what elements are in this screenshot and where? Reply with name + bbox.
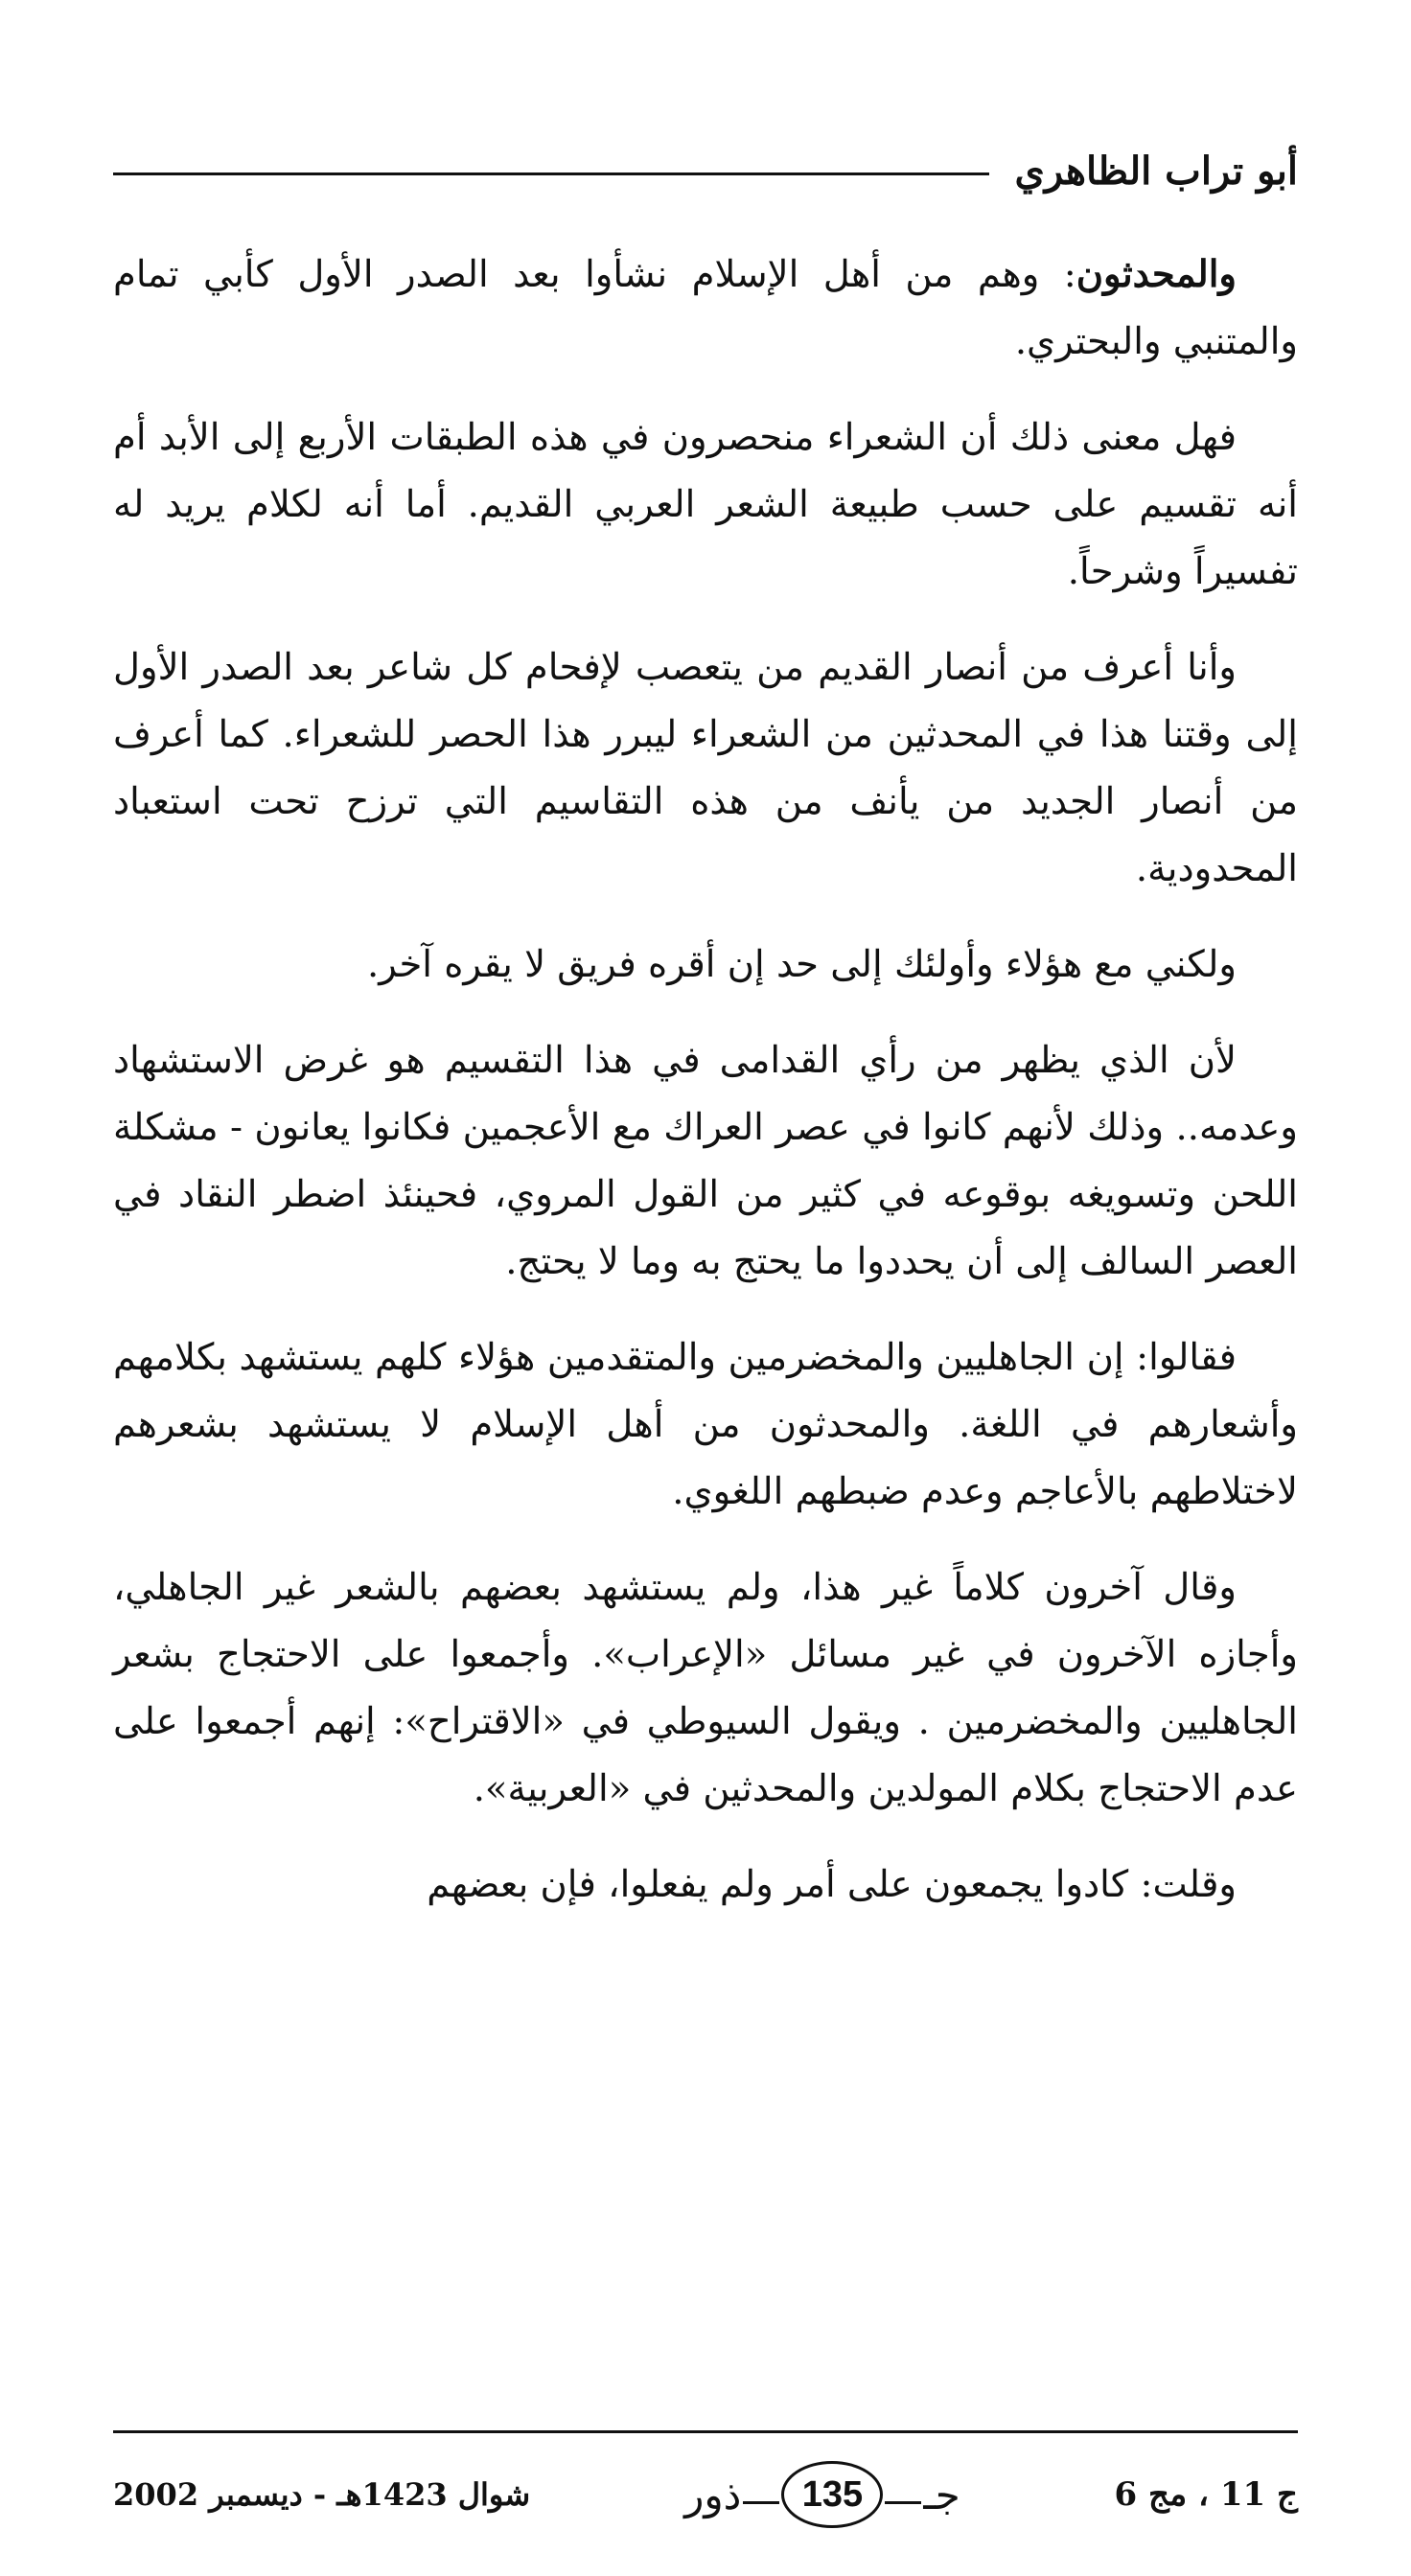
paragraph: [113, 1027, 1298, 1296]
paragraph-text: وقلت: كادوا يجمعون على أمر ولم يفعلوا، فإن بعضهم: [427, 1863, 1237, 1906]
footer-masthead: [684, 2461, 960, 2528]
paragraph: [113, 1324, 1298, 1526]
masthead-end: ذور: [684, 2471, 742, 2518]
header-rule: [113, 172, 989, 175]
footer-volume: ج 11 ، مج 6: [1114, 2475, 1298, 2514]
paragraph-term: والمحدثون: [1076, 253, 1237, 296]
paragraph-text: وأنا أعرف من أنصار القديم من يتعصب لإفحام كل شاعر بعد الصدر الأول إلى وقتنا هذا في المحدثين من الشعراء ليبرر هذا الحصر للشعراء. كما أعرف من أنصار الجديد من يأنف من هذه التقاسيم التي ترزح تحت استعباد المحدودية.: [113, 646, 1298, 890]
paragraph-text: ولكني مع هؤلاء وأولئك إلى حد إن أقره فريق لا يقره آخر.: [367, 943, 1237, 986]
paragraph: [113, 1554, 1298, 1823]
paragraph-text: لأن الذي يظهر من رأي القدامى في هذا التقسيم هو غرض الاستشهاد وعدمه.. وذلك لأنهم كانوا في عصر العراك مع الأعجمين فكانوا يعانون - مشكلة اللحن وتسويغه بوقوعه في كثير من القول المروي، فحينئذ اضطر النقاد في العصر السالف إلى أن يحددوا ما يحتج به وما لا يحتج.: [113, 1039, 1298, 1283]
masthead-line: [885, 2501, 921, 2504]
paragraph: [113, 242, 1298, 376]
masthead-line: [743, 2501, 779, 2504]
paragraph-text: : وهم من أهل الإسلام نشأوا بعد الصدر الأول كأبي تمام والمتنبي والبحتري.: [113, 253, 1298, 363]
running-header: [113, 142, 1298, 199]
paragraph: [113, 932, 1298, 999]
footer-date: شوال 1423هـ - ديسمبر 2002: [113, 2476, 531, 2513]
footer-rule: [113, 2430, 1298, 2433]
masthead-start: جـ: [923, 2471, 960, 2518]
paragraph-text: وقال آخرون كلاماً غير هذا، ولم يستشهد بعضهم بالشعر غير الجاهلي، وأجازه الآخرون في غير مسائل «الإعراب». وأجمعوا على الاحتجاج بشعر الجاهليين والمخضرمين . ويقول السيوطي في «الاقتراح»: إنهم أجمعوا على عدم الاحتجاج بكلام المولدين والمحدثين في «العربية».: [113, 1566, 1298, 1810]
paragraph-text: فقالوا: إن الجاهليين والمخضرمين والمتقدمين هؤلاء كلهم يستشهد بكلامهم وأشعارهم في اللغة. والمحدثون من أهل الإسلام لا يستشهد بشعرهم لاختلاطهم بالأعاجم وعدم ضبطهم اللغوي.: [113, 1336, 1299, 1513]
article-body: [113, 242, 1298, 1947]
paragraph: [113, 404, 1298, 606]
header-author: أبو تراب الظاهري: [1014, 148, 1298, 194]
paragraph: [113, 1852, 1298, 1919]
page-footer: [113, 2451, 1298, 2538]
page-number: 135: [781, 2461, 883, 2528]
paragraph-text: فهل معنى ذلك أن الشعراء منحصرون في هذه الطبقات الأربع إلى الأبد أم أنه تقسيم على حسب طبيعة الشعر العربي القديم. أما أنه لكلام يريد له تفسيراً وشرحاً.: [113, 416, 1298, 593]
paragraph: [113, 634, 1298, 903]
